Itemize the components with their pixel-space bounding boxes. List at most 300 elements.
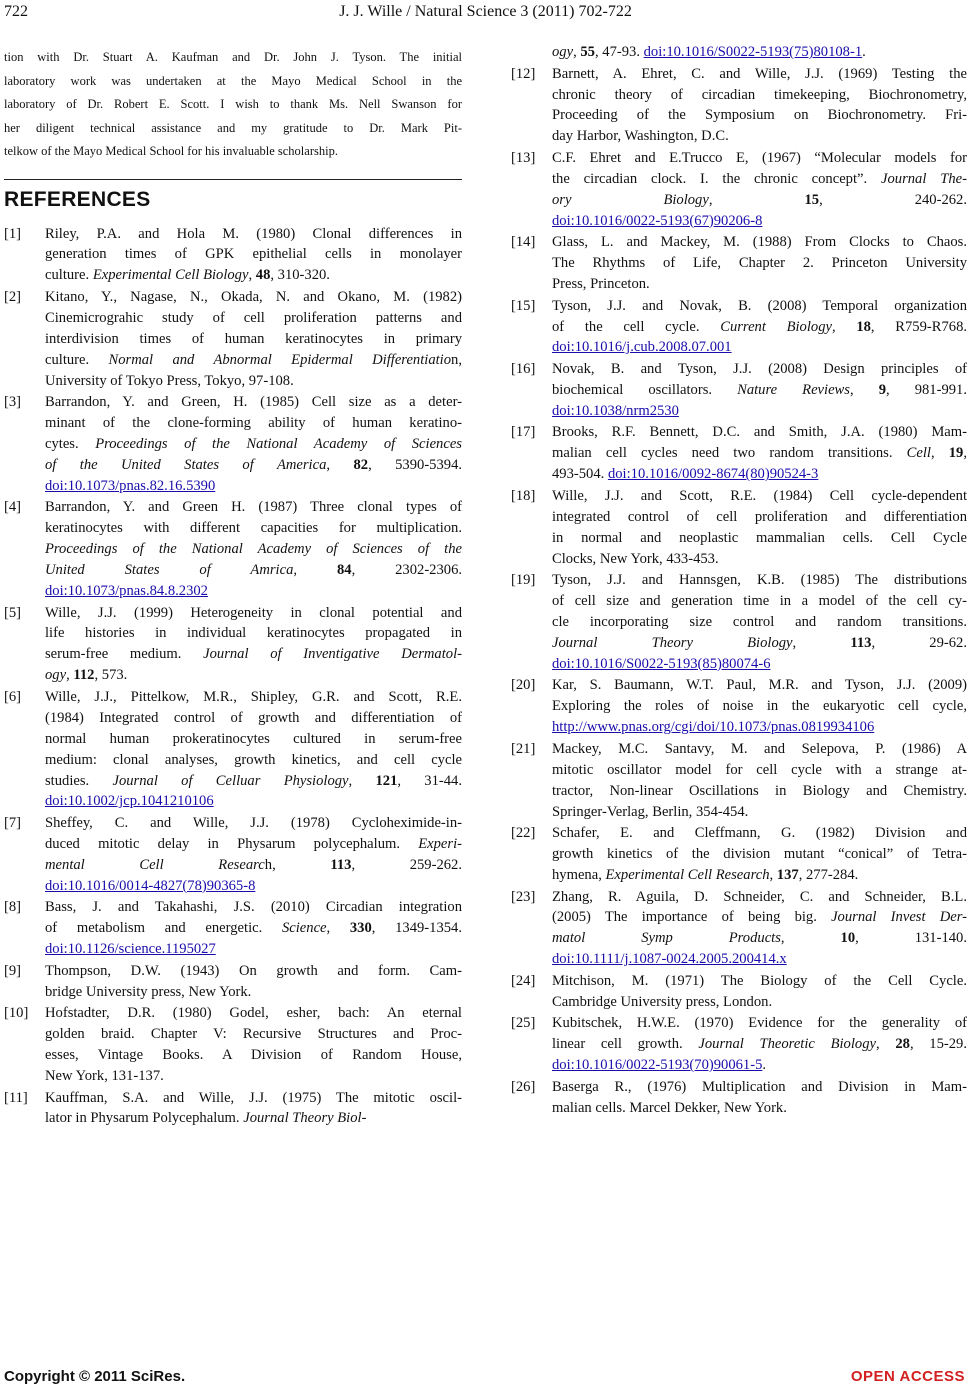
reference-number: [8] xyxy=(4,899,22,916)
reference-text: golden braid. Chapter V: Recursive Structures and Proc- xyxy=(45,1026,462,1043)
reference-line xyxy=(552,781,967,802)
reference-text: . xyxy=(762,1057,767,1074)
reference-line xyxy=(552,971,967,992)
reference-line xyxy=(552,591,967,612)
reference-entry xyxy=(4,1003,462,1087)
reference-line xyxy=(552,105,967,126)
reference-line xyxy=(552,760,967,781)
reference-text: New York, 131-137. xyxy=(45,1067,164,1084)
reference-line xyxy=(45,392,462,413)
reference-text: Tyson, J.J. and Hannsgen, K.B. (1985) The distributions xyxy=(552,572,967,589)
reference-text: keratinocytes with different capacities for multiplication. xyxy=(45,520,462,537)
reference-text: , 31-44. xyxy=(397,772,463,789)
reference-text: Sheffey, C. and Wille, J.J. (1978) Cycloheximide-in- xyxy=(45,815,462,831)
reference-entry xyxy=(511,887,967,971)
reference-text: . xyxy=(862,44,866,60)
reference-text: , 5390-5394. xyxy=(368,456,463,473)
doi-link[interactable]: doi:10.1016/0092-8674(80)90524-3 xyxy=(607,466,819,483)
reference-number: [13] xyxy=(511,149,536,166)
reference-text: Novak, B. and Tyson, J.J. (2008) Design principles of xyxy=(552,361,967,378)
reference-line xyxy=(552,464,967,485)
reference-entry xyxy=(4,603,462,687)
reference-text: 493-504. xyxy=(552,466,608,483)
reference-line xyxy=(45,813,462,834)
page-number: 722 xyxy=(4,3,28,20)
reference-number: [2] xyxy=(4,288,22,305)
reference-line xyxy=(552,844,967,865)
reference-line xyxy=(552,1077,967,1098)
reference-entry xyxy=(4,287,462,392)
reference-text: , 1349-1354. xyxy=(371,920,462,937)
reference-line xyxy=(45,771,462,792)
journal-title: Current Biology xyxy=(720,318,832,335)
reference-number: [14] xyxy=(511,234,536,251)
reference-text: serum-free medium. xyxy=(45,646,204,663)
reference-text: Press, Princeton. xyxy=(552,276,650,293)
reference-text: interdivision times of human keratinocytes in primary xyxy=(45,330,462,347)
reference-text: Zhang, R. Aguila, D. Schneider, C. and Schneider, B.L. xyxy=(552,888,967,905)
reference-line xyxy=(45,455,462,476)
reference-text: , 47-93. xyxy=(594,44,644,60)
reference-text: Barrandon, Y. and Green, H. (1985) Cell size as a deter- xyxy=(45,394,462,411)
reference-text: University of Tokyo Press, Tokyo, 97-108. xyxy=(45,372,294,389)
journal-title: mental Cell Researc xyxy=(45,856,265,873)
reference-line xyxy=(552,823,967,844)
reference-text: , 259-262. xyxy=(351,856,463,873)
reference-number: [4] xyxy=(4,499,22,516)
volume-number: 10 xyxy=(840,930,856,947)
reference-line xyxy=(45,644,462,665)
reference-line xyxy=(45,961,462,982)
reference-number: [1] xyxy=(4,225,22,242)
reference-text: , 981-991. xyxy=(886,381,968,398)
reference-line xyxy=(45,371,462,392)
reference-text: , xyxy=(792,634,851,651)
reference-text: normal human prokeratinocytes cultured in serum-free xyxy=(45,730,462,747)
acknowledgement-line: laboratory of Dr. Robert E. Scott. I wish to thank Ms. Nell Swanson for xyxy=(4,97,462,111)
volume-number: 84 xyxy=(336,562,352,579)
running-head: J. J. Wille / Natural Science 3 (2011) 702-722 xyxy=(339,3,632,20)
journal-title: Experimental Cell Biology xyxy=(92,267,249,284)
acknowledgement-paragraph xyxy=(4,46,462,164)
journal-title: Journal of Celluar Physiology xyxy=(112,772,349,789)
reference-line xyxy=(45,897,462,918)
reference-number: [15] xyxy=(511,297,536,314)
volume-number: 15 xyxy=(804,191,820,208)
reference-line xyxy=(552,654,967,675)
reference-entry xyxy=(511,1077,967,1119)
volume-number: 48 xyxy=(255,267,271,284)
reference-number: [17] xyxy=(511,424,536,441)
reference-number: [22] xyxy=(511,825,536,842)
volume-number: 330 xyxy=(349,920,372,937)
reference-line xyxy=(45,750,462,771)
reference-text: h, xyxy=(264,856,331,873)
reference-line xyxy=(45,729,462,750)
acknowledgement-line: her diligent technical assistance and my gratitude to Dr. Mark Pit- xyxy=(4,120,462,135)
reference-line xyxy=(552,675,967,696)
reference-line xyxy=(45,224,462,245)
reference-entry xyxy=(4,687,462,812)
reference-line xyxy=(552,337,967,358)
journal-title: Proceedings of the National Academy of Sciences of the xyxy=(45,541,462,558)
journal-title: Journal Theory Biology xyxy=(552,634,793,651)
reference-line xyxy=(45,581,462,602)
reference-line xyxy=(552,148,967,169)
reference-text: C.F. Ehret and E.Trucco E, (1967) “Molecular models for xyxy=(552,149,967,166)
reference-text: Schafer, E. and Cleffmann, G. (1982) Division and xyxy=(552,825,967,842)
reference-line xyxy=(45,791,462,812)
journal-title: Nature Reviews xyxy=(737,381,850,398)
journal-title: Proceedings of the National Academy of Sciences xyxy=(95,435,462,452)
journal-title: Normal and Abnormal Epidermal Differentiatio xyxy=(108,351,452,368)
reference-entry xyxy=(511,296,967,359)
reference-line xyxy=(45,1024,462,1045)
reference-entry xyxy=(511,359,967,422)
reference-number: [21] xyxy=(511,740,536,757)
reference-line xyxy=(45,265,462,286)
reference-text: , xyxy=(66,667,74,684)
reference-line xyxy=(45,434,462,455)
reference-text: linear cell growth. xyxy=(552,1036,699,1053)
reference-entry xyxy=(511,232,967,295)
volume-number: 82 xyxy=(353,456,369,473)
reference-line xyxy=(552,380,967,401)
reference-entry xyxy=(511,971,967,1013)
doi-link[interactable]: doi:10.1016/j.cub.2008.07.001 xyxy=(552,339,732,356)
left-column xyxy=(4,46,462,1130)
journal-title: Cell xyxy=(906,445,931,462)
reference-number: [7] xyxy=(4,815,22,831)
reference-text: of metabolism and energetic. xyxy=(45,920,282,937)
reference-line xyxy=(552,317,967,338)
reference-text: Kauffman, S.A. and Wille, J.J. (1975) The mitotic oscil- xyxy=(45,1089,462,1106)
reference-text: Clocks, New York, 433-453. xyxy=(552,550,719,567)
reference-text: Barnett, A. Ehret, C. and Wille, J.J. (1969) Testing the xyxy=(552,65,967,82)
volume-number: 18 xyxy=(856,318,871,335)
doi-link[interactable]: doi:10.1038/nrm2530 xyxy=(552,402,679,419)
reference-text: Riley, P.A. and Hola M. (1980) Clonal differences in xyxy=(45,225,462,242)
reference-text: Cambridge University press, London. xyxy=(552,993,773,1010)
reference-line xyxy=(45,1108,462,1129)
reference-text: , 310-320. xyxy=(270,267,330,284)
reference-text: of the cell cycle. xyxy=(552,318,721,335)
doi-link[interactable]: doi:10.1016/0022-5193(70)90061-5 xyxy=(552,1057,763,1074)
reference-line xyxy=(45,560,462,581)
reference-number: [24] xyxy=(511,972,536,989)
reference-line xyxy=(45,855,462,876)
reference-text: medium: clonal analyses, growth kinetics, and cell cycle xyxy=(45,751,462,768)
reference-text: , xyxy=(326,920,350,937)
reference-line xyxy=(552,717,967,738)
reference-text: Wille, J.J., Pittelkow, M.R., Shipley, G.R. and Scott, R.E. xyxy=(45,688,462,705)
reference-entry xyxy=(511,42,967,63)
reference-text: , 29-62. xyxy=(871,634,968,651)
journal-title: Journal Invest Der- xyxy=(831,909,967,926)
journal-title: Science xyxy=(281,920,327,937)
doi-link[interactable]: doi:10.1111/j.1087-0024.2005.200414.x xyxy=(552,951,787,968)
journal-title: of the United States of America xyxy=(45,456,327,473)
reference-line xyxy=(45,413,462,434)
doi-link[interactable]: doi:10.1002/jcp.1041210106 xyxy=(45,793,214,810)
reference-line xyxy=(552,253,967,274)
reference-line xyxy=(552,528,967,549)
reference-entry xyxy=(511,1013,967,1076)
reference-line xyxy=(552,42,967,63)
reference-text: hymena, xyxy=(552,866,606,883)
reference-line xyxy=(45,518,462,539)
reference-entry xyxy=(4,897,462,960)
reference-text: n, xyxy=(451,351,462,368)
reference-text: , xyxy=(248,267,256,284)
acknowledgement-line: telkow of the Mayo Medical School for his invaluable scholarship. xyxy=(4,144,338,158)
reference-text: lator in Physarum Polycephalum. xyxy=(45,1110,244,1127)
reference-line xyxy=(45,539,462,560)
reference-line xyxy=(552,992,967,1013)
volume-number: 121 xyxy=(375,772,398,789)
reference-text: culture. xyxy=(45,267,93,284)
reference-text: esses, Vintage Books. A Division of Random House, xyxy=(45,1047,462,1064)
reference-text: mitotic oscillator model for cell cycle with a strange at- xyxy=(552,761,967,778)
reference-number: [25] xyxy=(511,1015,536,1032)
reference-entry xyxy=(4,224,462,287)
reference-text: bridge University press, New York. xyxy=(45,983,252,1000)
reference-text: chronic theory of circadian timekeeping, Biochronometry, xyxy=(552,86,967,103)
reference-line xyxy=(552,739,967,760)
reference-entry xyxy=(511,486,967,570)
doi-link[interactable]: doi:10.1016/0022-5193(67)90206-8 xyxy=(552,212,763,229)
reference-line xyxy=(45,1045,462,1066)
doi-link[interactable]: http://www.pnas.org/cgi/doi/10.1073/pnas.0819934106 xyxy=(552,719,875,736)
reference-number: [5] xyxy=(4,604,22,621)
reference-number: [10] xyxy=(4,1005,29,1022)
reference-line xyxy=(45,665,462,686)
reference-entry xyxy=(511,570,967,675)
reference-text: , R759-R768. xyxy=(870,318,968,335)
reference-line xyxy=(552,1098,967,1119)
reference-entry xyxy=(511,823,967,886)
reference-number: [20] xyxy=(511,677,536,694)
reference-line xyxy=(552,802,967,823)
journal-title: United States of Amrica xyxy=(45,562,294,579)
reference-text: integrated control of cell proliferation and differentiation xyxy=(552,508,967,525)
reference-number: [18] xyxy=(511,487,536,504)
reference-line xyxy=(552,612,967,633)
reference-line xyxy=(45,244,462,265)
reference-entry xyxy=(511,739,967,823)
reference-line xyxy=(45,834,462,855)
reference-line xyxy=(552,887,967,908)
reference-line xyxy=(45,287,462,308)
page-footer xyxy=(0,1362,971,1386)
reference-line xyxy=(552,570,967,591)
reference-line xyxy=(45,1003,462,1024)
section-divider xyxy=(4,179,462,180)
copyright-notice: Copyright © 2011 SciRes. xyxy=(4,1368,186,1385)
reference-text: Kitano, Y., Nagase, N., Okada, N. and Okano, M. (1982) xyxy=(45,288,462,305)
reference-line xyxy=(552,296,967,317)
reference-text: cle incorporating size control and random transitions. xyxy=(552,613,967,630)
reference-text: , xyxy=(573,44,581,60)
acknowledgement-line: laboratory work was undertaken at the Mayo Medical School in the xyxy=(4,73,462,88)
reference-entry xyxy=(4,392,462,497)
open-access-label: OPEN ACCESS xyxy=(850,1368,965,1385)
reference-line xyxy=(45,1066,462,1087)
reference-text: Exploring the roles of noise in the eukaryotic cell cycle, xyxy=(552,698,967,715)
reference-line xyxy=(45,308,462,329)
reference-text: , xyxy=(849,381,879,398)
reference-line xyxy=(45,918,462,939)
reference-line xyxy=(45,982,462,1003)
journal-title: Journal Theoretic Biology xyxy=(698,1036,876,1053)
journal-title: Experi- xyxy=(418,835,462,852)
reference-text: (2005) The importance of being big. xyxy=(552,909,832,926)
reference-text: , xyxy=(780,930,841,947)
reference-text: , xyxy=(708,191,805,208)
reference-text: Proceeding of the Symposium on Biochronometry. Fri- xyxy=(552,107,967,124)
doi-link[interactable]: doi:10.1016/S0022-5193(85)80074-6 xyxy=(552,655,771,672)
reference-text: in normal and neoplastic mammalian cells. Cell Cycle xyxy=(552,529,967,546)
reference-spacer xyxy=(4,1129,462,1130)
reference-line xyxy=(45,708,462,729)
reference-text: Kar, S. Baumann, W.T. Paul, M.R. and Tyson, J.J. (2009) xyxy=(552,677,967,694)
reference-text: malian cells. Marcel Dekker, New York. xyxy=(552,1099,787,1116)
doi-link[interactable]: doi:10.1016/0014-4827(78)90365-8 xyxy=(45,877,256,894)
doi-link[interactable]: doi:10.1073/pnas.82.16.5390 xyxy=(45,477,216,494)
journal-title: Journal of Inventigative Dermatol- xyxy=(203,646,463,663)
reference-text: Barrandon, Y. and Green H. (1987) Three clonal types of xyxy=(45,499,462,516)
reference-text: , xyxy=(930,445,949,462)
reference-text: , 15-29. xyxy=(909,1036,967,1053)
reference-line xyxy=(552,907,967,928)
reference-text: , 131-140. xyxy=(855,930,967,947)
acknowledgement-line: tion with Dr. Stuart A. Kaufman and Dr. John J. Tyson. The initial xyxy=(4,50,462,64)
journal-title: Journal Theory Biol- xyxy=(243,1110,367,1127)
reference-text: cytes. xyxy=(45,435,96,452)
reference-text: , xyxy=(875,1036,896,1053)
reference-text: Cinemicrograhic study of cell proliferation patterns and xyxy=(45,309,462,326)
reference-spacer xyxy=(511,1119,967,1120)
reference-number: [3] xyxy=(4,394,22,411)
doi-link[interactable]: doi:10.1016/S0022-5193(75)80108-1 xyxy=(643,44,863,60)
journal-title: ory Biology xyxy=(552,191,709,208)
volume-number: 55 xyxy=(580,44,595,60)
reference-text: the circadian clock. I. the chronic concept”. xyxy=(552,170,881,187)
reference-text: Thompson, D.W. (1943) On growth and form. Cam- xyxy=(45,962,462,979)
reference-text: , xyxy=(348,772,376,789)
reference-line xyxy=(45,497,462,518)
doi-link[interactable]: doi:10.1126/science.1195027 xyxy=(45,941,216,958)
reference-entry xyxy=(4,497,462,602)
reference-line xyxy=(552,232,967,253)
reference-line xyxy=(552,422,967,443)
journal-title: matol Symp Products xyxy=(552,930,781,947)
reference-text: biochemical oscillators. xyxy=(552,381,738,398)
reference-text: Mitchison, M. (1971) The Biology of the Cell Cycle. xyxy=(552,972,967,989)
volume-number: 113 xyxy=(330,856,352,873)
reference-line xyxy=(45,939,462,960)
reference-line xyxy=(552,865,967,886)
reference-text: malian cell cycles need two random transitions. xyxy=(552,445,907,462)
reference-text: Tyson, J.J. and Novak, B. (2008) Temporal organization xyxy=(552,297,967,314)
reference-line xyxy=(552,1013,967,1034)
reference-number: [23] xyxy=(511,888,536,905)
reference-line xyxy=(552,949,967,970)
volume-number: 28 xyxy=(895,1036,910,1053)
reference-line xyxy=(552,549,967,570)
reference-line xyxy=(552,401,967,422)
reference-line xyxy=(552,633,967,654)
reference-number: [19] xyxy=(511,572,536,589)
reference-line xyxy=(552,359,967,380)
reference-text: , xyxy=(831,318,857,335)
reference-line xyxy=(45,1088,462,1109)
reference-text: Wille, J.J. and Scott, R.E. (1984) Cell cycle-dependent xyxy=(552,487,967,504)
reference-text: Bass, J. and Takahashi, J.S. (2010) Circadian integration xyxy=(45,899,462,916)
reference-line xyxy=(552,64,967,85)
journal-title: Journal The- xyxy=(881,170,967,187)
reference-line xyxy=(45,350,462,371)
reference-text: , 240-262. xyxy=(819,191,968,208)
page-header xyxy=(0,0,971,28)
reference-entry xyxy=(511,422,967,485)
reference-list-left xyxy=(4,224,462,1131)
reference-text: , xyxy=(963,445,967,462)
reference-line xyxy=(552,126,967,147)
reference-number: [16] xyxy=(511,361,536,378)
reference-number: [9] xyxy=(4,962,22,979)
reference-text: generation times of GPK epithelial cells in monolayer xyxy=(45,246,462,263)
reference-line xyxy=(45,329,462,350)
reference-text: day Harbor, Washington, D.C. xyxy=(552,128,729,145)
reference-text: (1984) Integrated control of growth and differentiation of xyxy=(45,709,462,726)
journal-title: ogy xyxy=(45,667,67,684)
reference-text: of cell size and generation time in a model of the cell cy- xyxy=(552,593,967,610)
reference-line xyxy=(552,507,967,528)
reference-line xyxy=(45,476,462,497)
reference-text: Baserga R., (1976) Multiplication and Division in Mam- xyxy=(552,1078,967,1095)
doi-link[interactable]: doi:10.1073/pnas.84.8.2302 xyxy=(45,582,208,599)
right-column xyxy=(511,42,967,1119)
references-heading: REFERENCES xyxy=(4,187,151,211)
reference-number: [12] xyxy=(511,65,536,82)
reference-line xyxy=(552,169,967,190)
reference-number: [26] xyxy=(511,1078,536,1095)
reference-text: life histories in individual keratinocytes propagated in xyxy=(45,625,462,642)
reference-line xyxy=(45,603,462,624)
reference-text: The Rhythms of Life, Chapter 2. Princeton University xyxy=(552,255,967,272)
reference-entry xyxy=(4,961,462,1003)
reference-text: Springer-Verlag, Berlin, 354-454. xyxy=(552,803,749,820)
reference-text: Glass, L. and Mackey, M. (1988) From Clocks to Chaos. xyxy=(552,234,967,251)
reference-text: minant of the clone-forming ability of human keratino- xyxy=(45,415,462,432)
reference-text: , 277-284. xyxy=(798,866,859,883)
journal-title: ogy xyxy=(552,44,574,60)
journal-title: Experimental Cell Research xyxy=(605,866,770,883)
reference-line xyxy=(45,876,462,897)
reference-line xyxy=(45,623,462,644)
reference-list-right xyxy=(511,42,967,1119)
volume-number: 112 xyxy=(73,667,95,684)
reference-text: duced mitotic delay in Physarum polycephalum. xyxy=(45,835,419,852)
volume-number: 9 xyxy=(878,381,886,398)
volume-number: 113 xyxy=(850,634,872,651)
reference-text: , 573. xyxy=(94,667,128,684)
reference-line xyxy=(552,1055,967,1076)
reference-entry xyxy=(4,813,462,897)
reference-entry xyxy=(4,1088,462,1130)
reference-line xyxy=(552,696,967,717)
